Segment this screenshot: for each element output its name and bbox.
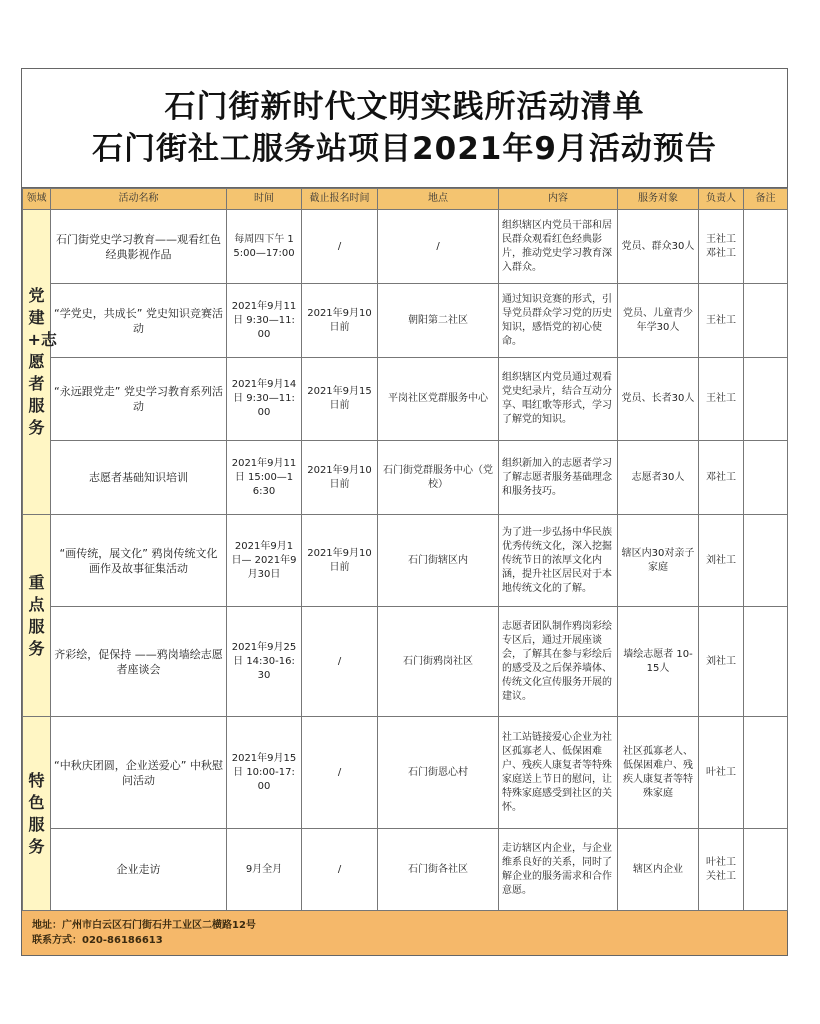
activity-name: “永远跟党走” 党史学习教育系列活动 bbox=[51, 358, 227, 441]
column-header: 服务对象 bbox=[618, 189, 699, 210]
activity-deadline: 2021年9月10日前 bbox=[302, 441, 378, 515]
activity-place: 石门街党群服务中心（党校） bbox=[378, 441, 499, 515]
activity-time: 2021年9月25日 14:30-16:30 bbox=[227, 607, 302, 717]
activity-name: 石门街党史学习教育——观看红色经典影视作品 bbox=[51, 210, 227, 284]
activity-time: 2021年9月1日— 2021年9月30日 bbox=[227, 515, 302, 607]
column-header: 备注 bbox=[744, 189, 788, 210]
activity-target: 辖区内30对亲子家庭 bbox=[618, 515, 699, 607]
table-row bbox=[23, 210, 788, 284]
domain-cell: 特色服务 bbox=[23, 717, 51, 911]
activity-owner: 叶社工 关社工 bbox=[699, 829, 744, 911]
activity-target: 志愿者30人 bbox=[618, 441, 699, 515]
activity-target: 党员、长者30人 bbox=[618, 358, 699, 441]
activity-place: 石门街各社区 bbox=[378, 829, 499, 911]
activity-name: 企业走访 bbox=[51, 829, 227, 911]
table-row bbox=[23, 441, 788, 515]
column-header: 活动名称 bbox=[51, 189, 227, 210]
activity-deadline: 2021年9月15日前 bbox=[302, 358, 378, 441]
activity-note bbox=[744, 210, 788, 284]
activity-place: 石门街鸦岗社区 bbox=[378, 607, 499, 717]
column-header: 时间 bbox=[227, 189, 302, 210]
main-title: 石门街新时代文明实践所活动清单 bbox=[164, 89, 645, 125]
activity-owner: 叶社工 bbox=[699, 717, 744, 829]
activity-name: 志愿者基础知识培训 bbox=[51, 441, 227, 515]
domain-cell: 党建+志愿者服务 bbox=[23, 210, 51, 515]
activity-deadline: / bbox=[302, 607, 378, 717]
activity-name: “学党史，共成长” 党史知识竞赛活动 bbox=[51, 284, 227, 358]
table-row bbox=[23, 717, 788, 829]
activity-note bbox=[744, 441, 788, 515]
activity-note bbox=[744, 607, 788, 717]
activity-content: 组织辖区内党员通过观看党史纪录片，结合互动分享、唱红歌等形式，学习了解党的知识。 bbox=[499, 358, 618, 441]
activity-owner: 王社工 bbox=[699, 284, 744, 358]
column-header: 截止报名时间 bbox=[302, 189, 378, 210]
activity-owner: 王社工 bbox=[699, 358, 744, 441]
activity-content: 社工站链接爱心企业为社区孤寡老人、低保困难户、残疾人康复者等特殊家庭送上节日的慰问，让特殊家庭感受到社区的关怀。 bbox=[499, 717, 618, 829]
activity-target: 墙绘志愿者 10-15人 bbox=[618, 607, 699, 717]
activity-note bbox=[744, 717, 788, 829]
activity-deadline: / bbox=[302, 210, 378, 284]
activity-place: / bbox=[378, 210, 499, 284]
activity-target: 辖区内企业 bbox=[618, 829, 699, 911]
table-header-row bbox=[23, 189, 788, 210]
activity-owner: 王社工 邓社工 bbox=[699, 210, 744, 284]
activity-place: 平岗社区党群服务中心 bbox=[378, 358, 499, 441]
activity-name: “中秋庆团圆，企业送爱心” 中秋慰问活动 bbox=[51, 717, 227, 829]
activity-content: 组织新加入的志愿者学习了解志愿者服务基础理念和服务技巧。 bbox=[499, 441, 618, 515]
activity-time: 9月全月 bbox=[227, 829, 302, 911]
activity-name: 齐彩绘，促保持 ——鸦岗墙绘志愿者座谈会 bbox=[51, 607, 227, 717]
column-header: 地点 bbox=[378, 189, 499, 210]
column-header: 内容 bbox=[499, 189, 618, 210]
footer-contact: 联系方式：020-86186613 bbox=[32, 935, 163, 946]
activity-owner: 刘社工 bbox=[699, 515, 744, 607]
activity-content: 组织辖区内党员干部和居民群众观看红色经典影片，推动党史学习教育深入群众。 bbox=[499, 210, 618, 284]
activity-content: 走访辖区内企业，与企业维系良好的关系，同时了解企业的服务需求和合作意愿。 bbox=[499, 829, 618, 911]
table-row bbox=[23, 829, 788, 911]
activity-name: “画传统，展文化” 鸦岗传统文化 画作及故事征集活动 bbox=[51, 515, 227, 607]
activity-content: 志愿者团队制作鸦岗彩绘专区后，通过开展座谈会，了解其在参与彩绘后的感受及之后保养墙体、传统文化宣传服务开展的建议。 bbox=[499, 607, 618, 717]
column-header: 领域 bbox=[23, 189, 51, 210]
activity-place: 石门街辖区内 bbox=[378, 515, 499, 607]
activity-sheet bbox=[21, 68, 788, 956]
activity-time: 2021年9月14日 9:30—11:00 bbox=[227, 358, 302, 441]
activity-owner: 刘社工 bbox=[699, 607, 744, 717]
activity-content: 为了进一步弘扬中华民族优秀传统文化，深入挖掘传统节日的浓厚文化内涵，提升社区居民对于本地传统文化的了解。 bbox=[499, 515, 618, 607]
table-row bbox=[23, 284, 788, 358]
activity-time: 2021年9月11日 9:30—11:00 bbox=[227, 284, 302, 358]
activity-note bbox=[744, 284, 788, 358]
table-row bbox=[23, 515, 788, 607]
activity-deadline: / bbox=[302, 829, 378, 911]
activity-time: 2021年9月11日 15:00—16:30 bbox=[227, 441, 302, 515]
table-row bbox=[23, 607, 788, 717]
footer-address: 地址：广州市白云区石门街石井工业区二横路12号 bbox=[32, 920, 256, 931]
domain-cell: 重点服务 bbox=[23, 515, 51, 717]
activity-place: 朝阳第二社区 bbox=[378, 284, 499, 358]
activity-target: 党员、群众30人 bbox=[618, 210, 699, 284]
footer-bar bbox=[22, 910, 787, 955]
activity-time: 每周四下午 15:00—17:00 bbox=[227, 210, 302, 284]
title-block bbox=[22, 69, 787, 188]
activity-target: 党员、儿童青少年学30人 bbox=[618, 284, 699, 358]
column-header: 负责人 bbox=[699, 189, 744, 210]
activity-content: 通过知识竞赛的形式，引导党员群众学习党的历史知识，感悟党的初心使命。 bbox=[499, 284, 618, 358]
activity-target: 社区孤寡老人、低保困难户、残疾人康复者等特殊家庭 bbox=[618, 717, 699, 829]
sub-title: 石门街社工服务站项目2021年9月活动预告 bbox=[92, 131, 717, 167]
activity-owner: 邓社工 bbox=[699, 441, 744, 515]
activity-deadline: / bbox=[302, 717, 378, 829]
activity-note bbox=[744, 829, 788, 911]
activity-deadline: 2021年9月10日前 bbox=[302, 284, 378, 358]
activity-deadline: 2021年9月10日前 bbox=[302, 515, 378, 607]
activity-note bbox=[744, 515, 788, 607]
table-row bbox=[23, 358, 788, 441]
activity-table bbox=[22, 188, 788, 911]
activity-place: 石门街恩心村 bbox=[378, 717, 499, 829]
activity-time: 2021年9月15日 10:00-17:00 bbox=[227, 717, 302, 829]
activity-note bbox=[744, 358, 788, 441]
